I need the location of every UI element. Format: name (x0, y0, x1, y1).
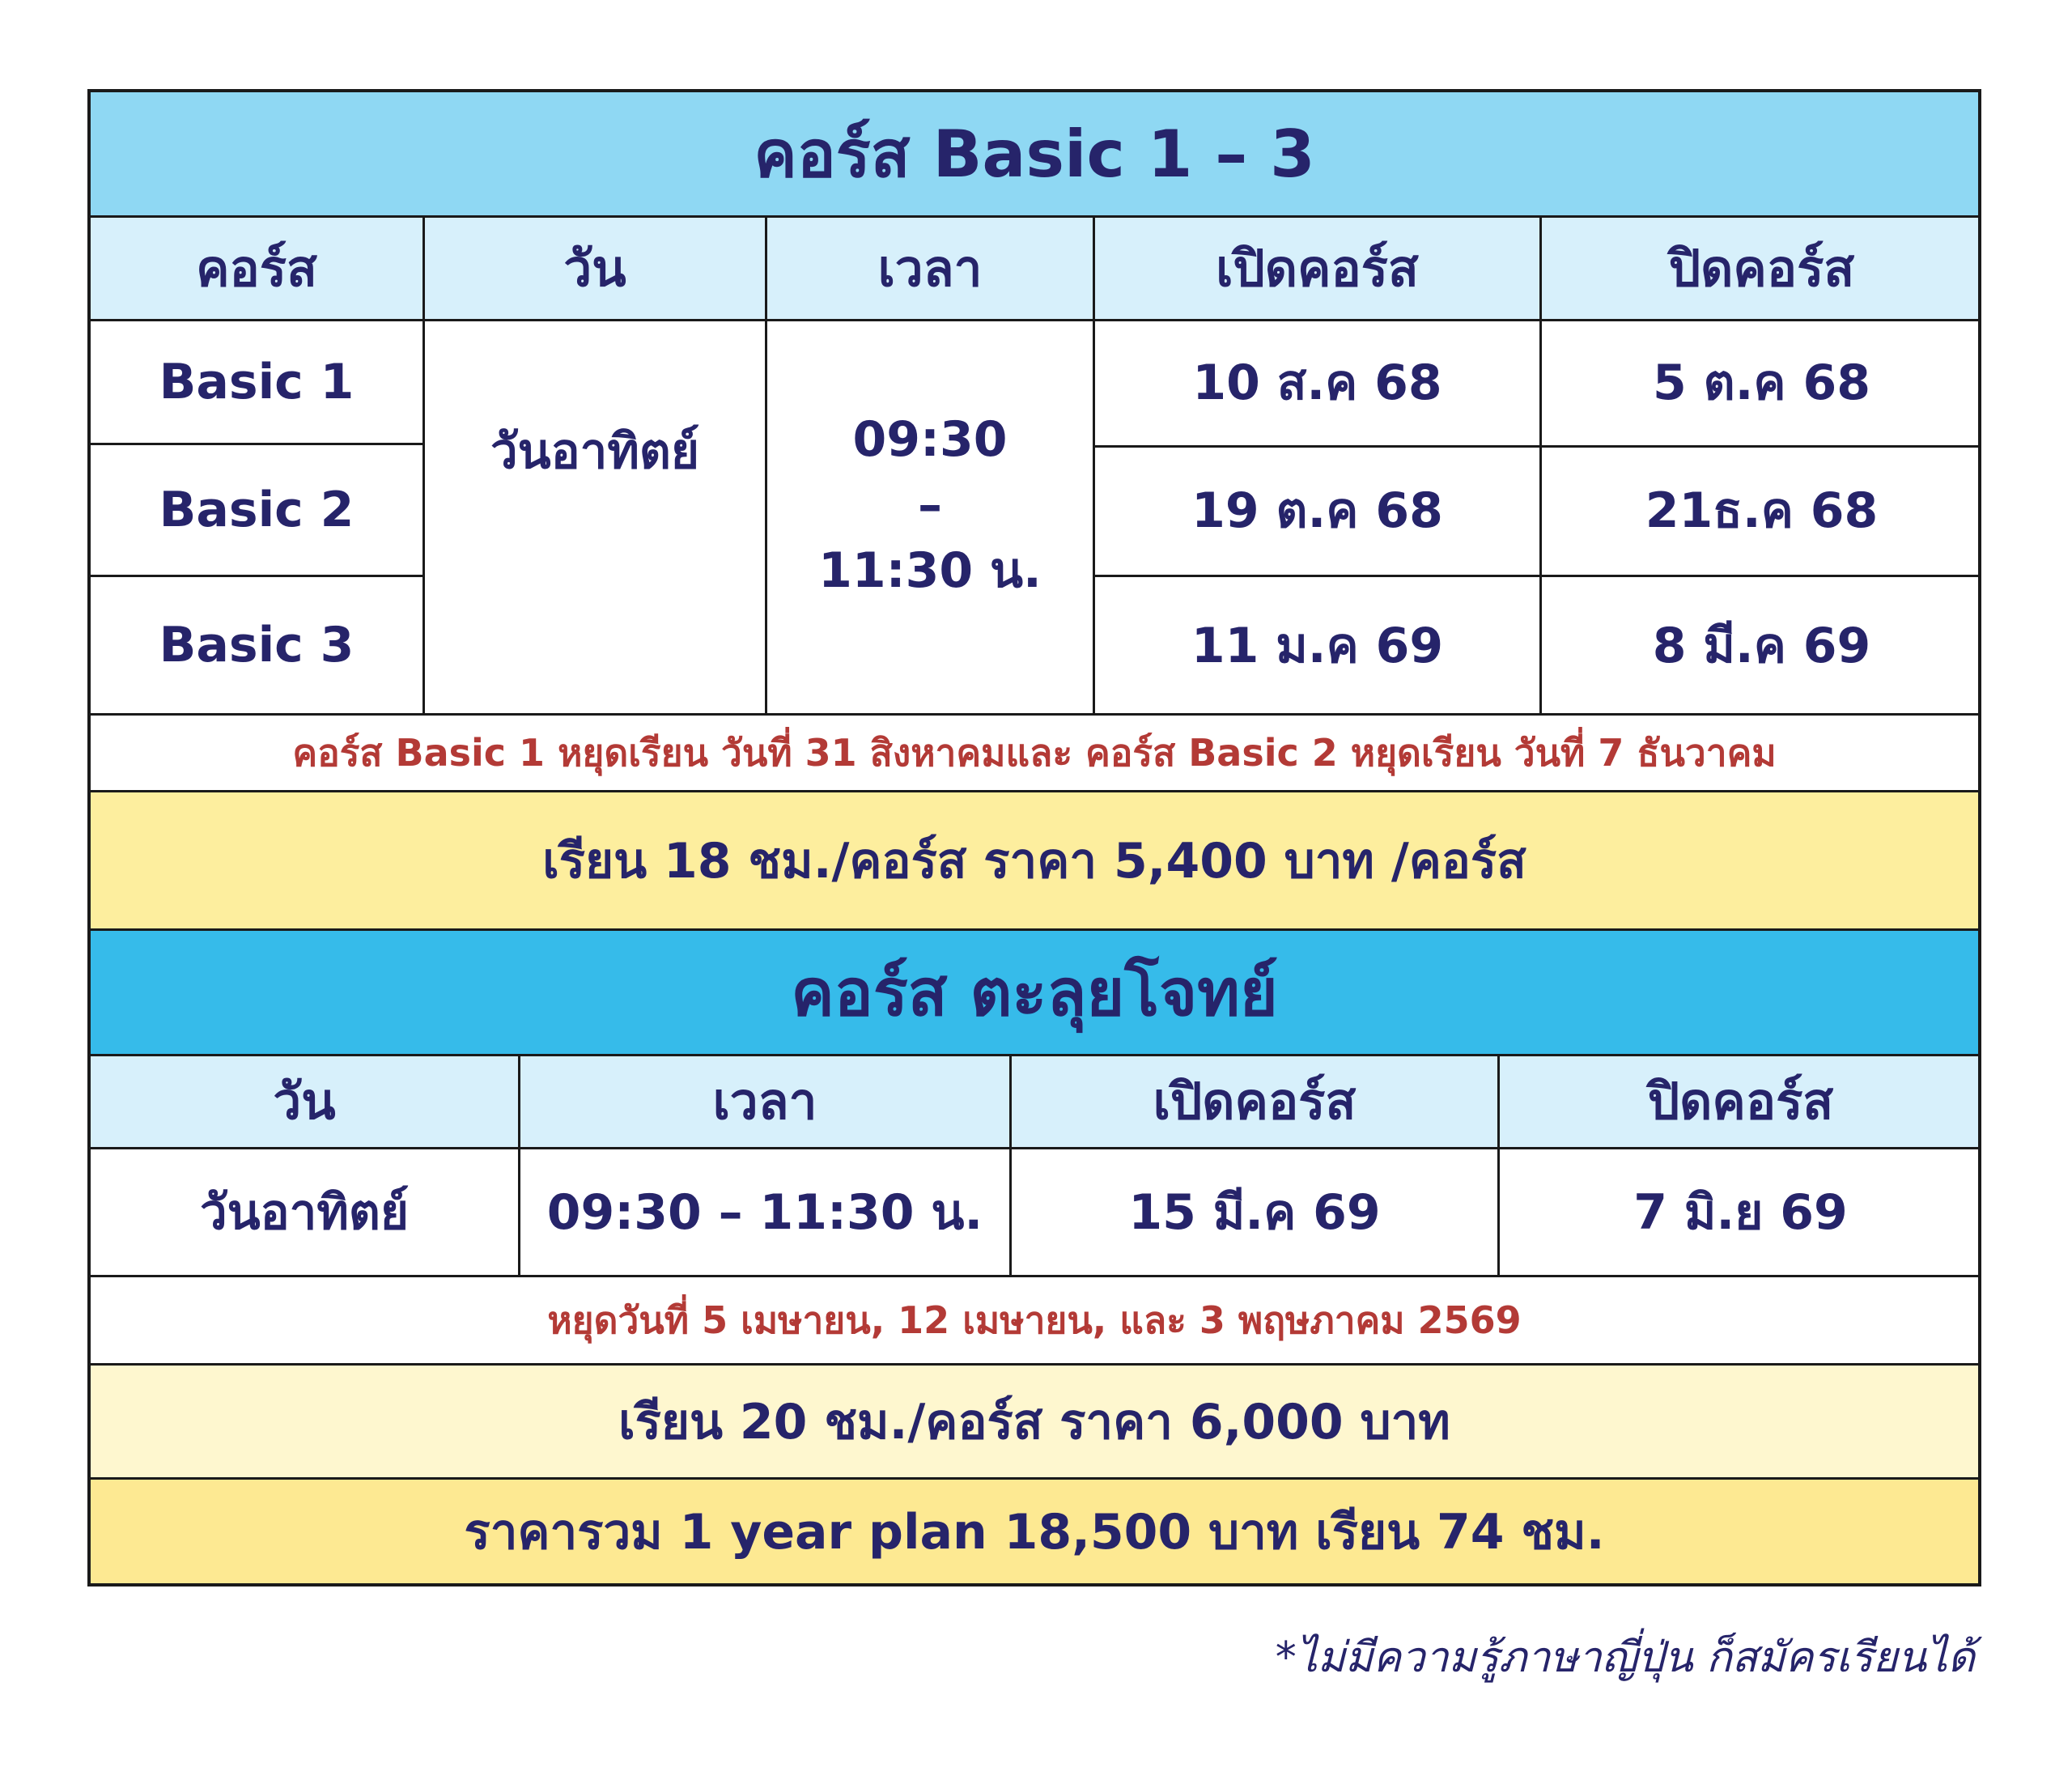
total-price: ราคารวม 1 year plan 18,500 บาท เรียน 74 ชม. (464, 1503, 1605, 1561)
taluy-title: คอร์ส ตะลุยโจทย์ (791, 954, 1278, 1030)
header-time: เวลา (877, 238, 983, 298)
basic-holiday-note: คอร์ส Basic 1 หยุดเรียน วันที่ 31 สิงหาคมและ คอร์ส Basic 2 หยุดเรียน วันที่ 7 ธันวาคม (292, 730, 1777, 775)
schedule-table (87, 89, 1981, 1586)
taluy-header-row (91, 1056, 1978, 1147)
header-open: เปิดคอร์ส (1216, 238, 1419, 298)
course-basic-1: Basic 1 (159, 354, 355, 410)
taluy-open: 15 มี.ค 69 (1128, 1184, 1381, 1241)
basic-title-row (91, 92, 1978, 215)
close-basic-3: 8 มี.ค 69 (1652, 617, 1871, 674)
open-basic-3: 11 ม.ค 69 (1191, 617, 1444, 674)
total-row (91, 1480, 1978, 1583)
taluy-time: 09:30 – 11:30 น. (546, 1184, 983, 1241)
basic-day: วันอาทิตย์ (490, 423, 700, 480)
taluy-day: วันอาทิตย์ (199, 1184, 410, 1241)
basic-time (767, 335, 1093, 675)
time-start: 09:30 (852, 410, 1008, 468)
taluy-holiday-note: หยุดวันที่ 5 เมษายน, 12 เมษายน, และ 3 พฤษภาคม 2569 (547, 1298, 1522, 1342)
basic-title: คอร์ส Basic 1 – 3 (754, 116, 1315, 192)
header-day: วัน (563, 238, 626, 298)
taluy-close: 7 มิ.ย 69 (1633, 1184, 1848, 1241)
header-close: ปิดคอร์ส (1668, 238, 1855, 298)
header-course: คอร์ส (196, 238, 317, 298)
taluy-price-row (91, 1366, 1978, 1477)
taluy-header-day: วัน (273, 1072, 336, 1131)
close-basic-2: 21ธ.ค 68 (1645, 482, 1879, 539)
basic-price-row (91, 792, 1978, 928)
taluy-header-time: เวลา (712, 1072, 817, 1131)
open-basic-1: 10 ส.ค 68 (1192, 354, 1442, 411)
taluy-price: เรียน 20 ชม./คอร์ส ราคา 6,000 บาท (618, 1393, 1450, 1451)
course-basic-2: Basic 2 (159, 482, 355, 538)
basic-price: เรียน 18 ชม./คอร์ส ราคา 5,400 บาท /คอร์ส (542, 832, 1526, 890)
taluy-header-open: เปิดคอร์ส (1153, 1072, 1357, 1131)
time-end: 11:30 น. (818, 542, 1042, 599)
taluy-title-row (91, 931, 1978, 1054)
taluy-header-close: ปิดคอร์ส (1647, 1072, 1834, 1131)
open-basic-2: 19 ต.ค 68 (1191, 482, 1443, 539)
footnote: *ไม่มีความรู้ภาษาญี่ปุ่น ก็สมัครเรียนได้ (1275, 1633, 1975, 1682)
close-basic-1: 5 ต.ค 68 (1653, 354, 1870, 411)
basic-header-row (91, 218, 1978, 319)
course-basic-3: Basic 3 (159, 617, 355, 673)
time-dash: – (918, 476, 942, 533)
